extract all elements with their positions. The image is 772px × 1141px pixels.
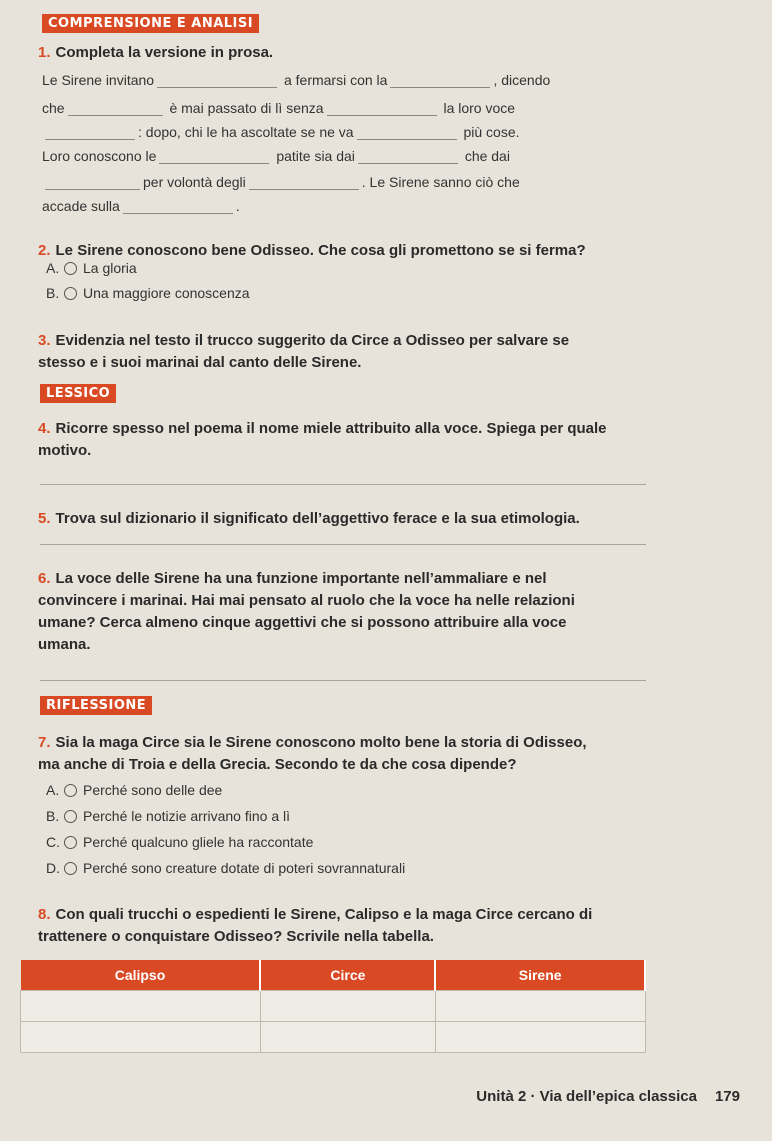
table-header-calipso: Calipso <box>21 960 261 991</box>
cloze-blank[interactable] <box>45 127 135 140</box>
question-6-prompt: umana. <box>38 636 91 653</box>
cloze-line-6 <box>42 198 240 214</box>
cloze-line-1 <box>42 72 550 88</box>
table-cell[interactable] <box>21 991 261 1022</box>
question-1 <box>38 42 273 64</box>
question-7-option-c[interactable] <box>46 834 313 850</box>
radio-circle-icon[interactable] <box>64 836 77 849</box>
question-6-prompt: convincere i marinai. Hai mai pensato al ruolo che la voce ha nelle relazioni <box>38 592 575 609</box>
option-letter: A. <box>46 260 60 276</box>
answer-line[interactable] <box>40 544 646 545</box>
question-7-prompt: ma anche di Troia e della Grecia. Secondo te da che cosa dipende? <box>38 756 517 773</box>
cloze-text: che <box>42 100 65 116</box>
question-2-prompt: Le Sirene conoscono bene Odisseo. Che cosa gli promettono se si ferma? <box>55 242 586 259</box>
question-8 <box>38 904 592 948</box>
radio-circle-icon[interactable] <box>64 862 77 875</box>
cloze-line-5 <box>42 174 520 190</box>
question-4-prompt: Ricorre spesso nel poema il nome miele attribuito alla voce. Spiega per quale <box>55 420 607 437</box>
question-2 <box>38 240 586 262</box>
question-4-prompt: motivo. <box>38 442 92 459</box>
cloze-blank[interactable] <box>68 103 163 116</box>
cloze-blank[interactable] <box>358 151 458 164</box>
cloze-text: . Le Sirene sanno ciò che <box>361 174 520 190</box>
table-row <box>21 1022 646 1053</box>
radio-circle-icon[interactable] <box>64 810 77 823</box>
question-7-option-b[interactable] <box>46 808 290 824</box>
table-cell[interactable] <box>260 1022 435 1053</box>
table-cell[interactable] <box>260 991 435 1022</box>
radio-circle-icon[interactable] <box>64 262 77 275</box>
table-cell[interactable] <box>21 1022 261 1053</box>
cloze-line-4 <box>42 148 510 164</box>
question-6-prompt: La voce delle Sirene ha una funzione importante nell’ammaliare e nel <box>55 570 547 587</box>
footer-unit: Unità 2 · Via dell’epica classica <box>476 1088 697 1105</box>
option-text: Una maggiore conoscenza <box>83 285 250 301</box>
radio-circle-icon[interactable] <box>64 784 77 797</box>
cloze-blank[interactable] <box>249 177 359 190</box>
radio-circle-icon[interactable] <box>64 287 77 300</box>
cloze-text: . <box>235 198 240 214</box>
page-number: 179 <box>714 1088 740 1105</box>
question-5 <box>38 508 580 530</box>
option-text: Perché qualcuno gliele ha raccontate <box>83 834 314 850</box>
option-text: La gloria <box>83 260 137 276</box>
answer-line[interactable] <box>40 484 646 485</box>
cloze-text: accade sulla <box>42 198 120 214</box>
cloze-blank[interactable] <box>327 103 437 116</box>
question-7-option-a[interactable] <box>46 782 222 798</box>
question-2-option-a[interactable] <box>46 260 137 276</box>
question-8-prompt: trattenere o conquistare Odisseo? Scrivile nella tabella. <box>38 928 434 945</box>
cloze-text: è mai passato di lì senza <box>169 100 324 116</box>
question-4-number: 4. <box>38 420 51 437</box>
answer-table <box>20 960 646 1053</box>
cloze-blank[interactable] <box>123 201 233 214</box>
cloze-blank[interactable] <box>45 177 140 190</box>
question-7 <box>38 732 587 776</box>
table-cell[interactable] <box>435 991 645 1022</box>
cloze-blank[interactable] <box>357 127 457 140</box>
question-3-number: 3. <box>38 332 51 349</box>
table-header-sirene: Sirene <box>435 960 645 991</box>
cloze-text: a fermarsi con la <box>283 72 388 88</box>
cloze-text: patite sia dai <box>276 148 355 164</box>
question-7-option-d[interactable] <box>46 860 405 876</box>
cloze-text: la loro voce <box>443 100 516 116</box>
section-comprehension: COMPRENSIONE E ANALISI <box>42 14 259 33</box>
section-reflection: RIFLESSIONE <box>40 696 152 715</box>
table-cell[interactable] <box>435 1022 645 1053</box>
cloze-text: che dai <box>464 148 510 164</box>
question-7-number: 7. <box>38 734 51 751</box>
question-6-prompt: umane? Cerca almeno cinque aggettivi che si possono attribuire alla voce <box>38 614 567 631</box>
page-footer <box>476 1088 740 1105</box>
question-2-option-b[interactable] <box>46 285 250 301</box>
option-text: Perché le notizie arrivano fino a lì <box>83 808 290 824</box>
answer-line[interactable] <box>40 680 646 681</box>
table-row <box>21 991 646 1022</box>
cloze-text: per volontà degli <box>143 174 246 190</box>
table-header-circe: Circe <box>260 960 435 991</box>
cloze-blank[interactable] <box>157 75 277 88</box>
option-letter: A. <box>46 782 60 798</box>
question-1-number: 1. <box>38 44 51 61</box>
cloze-text: : dopo, chi le ha ascoltate se ne va <box>138 124 354 140</box>
question-3-prompt: Evidenzia nel testo il trucco suggerito da Circe a Odisseo per salvare se <box>55 332 570 349</box>
question-8-number: 8. <box>38 906 51 923</box>
option-letter: D. <box>46 860 60 876</box>
question-4 <box>38 418 607 462</box>
question-5-prompt: Trova sul dizionario il significato dell’aggettivo ferace e la sua etimologia. <box>55 510 580 527</box>
cloze-text: più cose. <box>463 124 520 140</box>
question-3 <box>38 330 569 374</box>
option-letter: C. <box>46 834 60 850</box>
option-letter: B. <box>46 285 60 301</box>
question-3-prompt: stesso e i suoi marinai dal canto delle Sirene. <box>38 354 362 371</box>
question-5-number: 5. <box>38 510 51 527</box>
cloze-text: , dicendo <box>493 72 551 88</box>
cloze-line-3 <box>42 124 520 140</box>
question-1-prompt: Completa la versione in prosa. <box>55 44 274 61</box>
question-6-number: 6. <box>38 570 51 587</box>
question-8-prompt: Con quali trucchi o espedienti le Sirene, Calipso e la maga Circe cercano di <box>55 906 593 923</box>
question-6 <box>38 568 575 656</box>
question-2-number: 2. <box>38 242 51 259</box>
option-text: Perché sono creature dotate di poteri sovrannaturali <box>83 860 406 876</box>
section-vocabulary: LESSICO <box>40 384 116 403</box>
option-text: Perché sono delle dee <box>83 782 223 798</box>
option-letter: B. <box>46 808 60 824</box>
cloze-line-2 <box>42 100 515 116</box>
cloze-blank[interactable] <box>390 75 490 88</box>
cloze-text: Le Sirene invitano <box>42 72 155 88</box>
question-7-prompt: Sia la maga Circe sia le Sirene conoscono molto bene la storia di Odisseo, <box>55 734 587 751</box>
cloze-text: Loro conoscono le <box>42 148 157 164</box>
cloze-blank[interactable] <box>159 151 269 164</box>
